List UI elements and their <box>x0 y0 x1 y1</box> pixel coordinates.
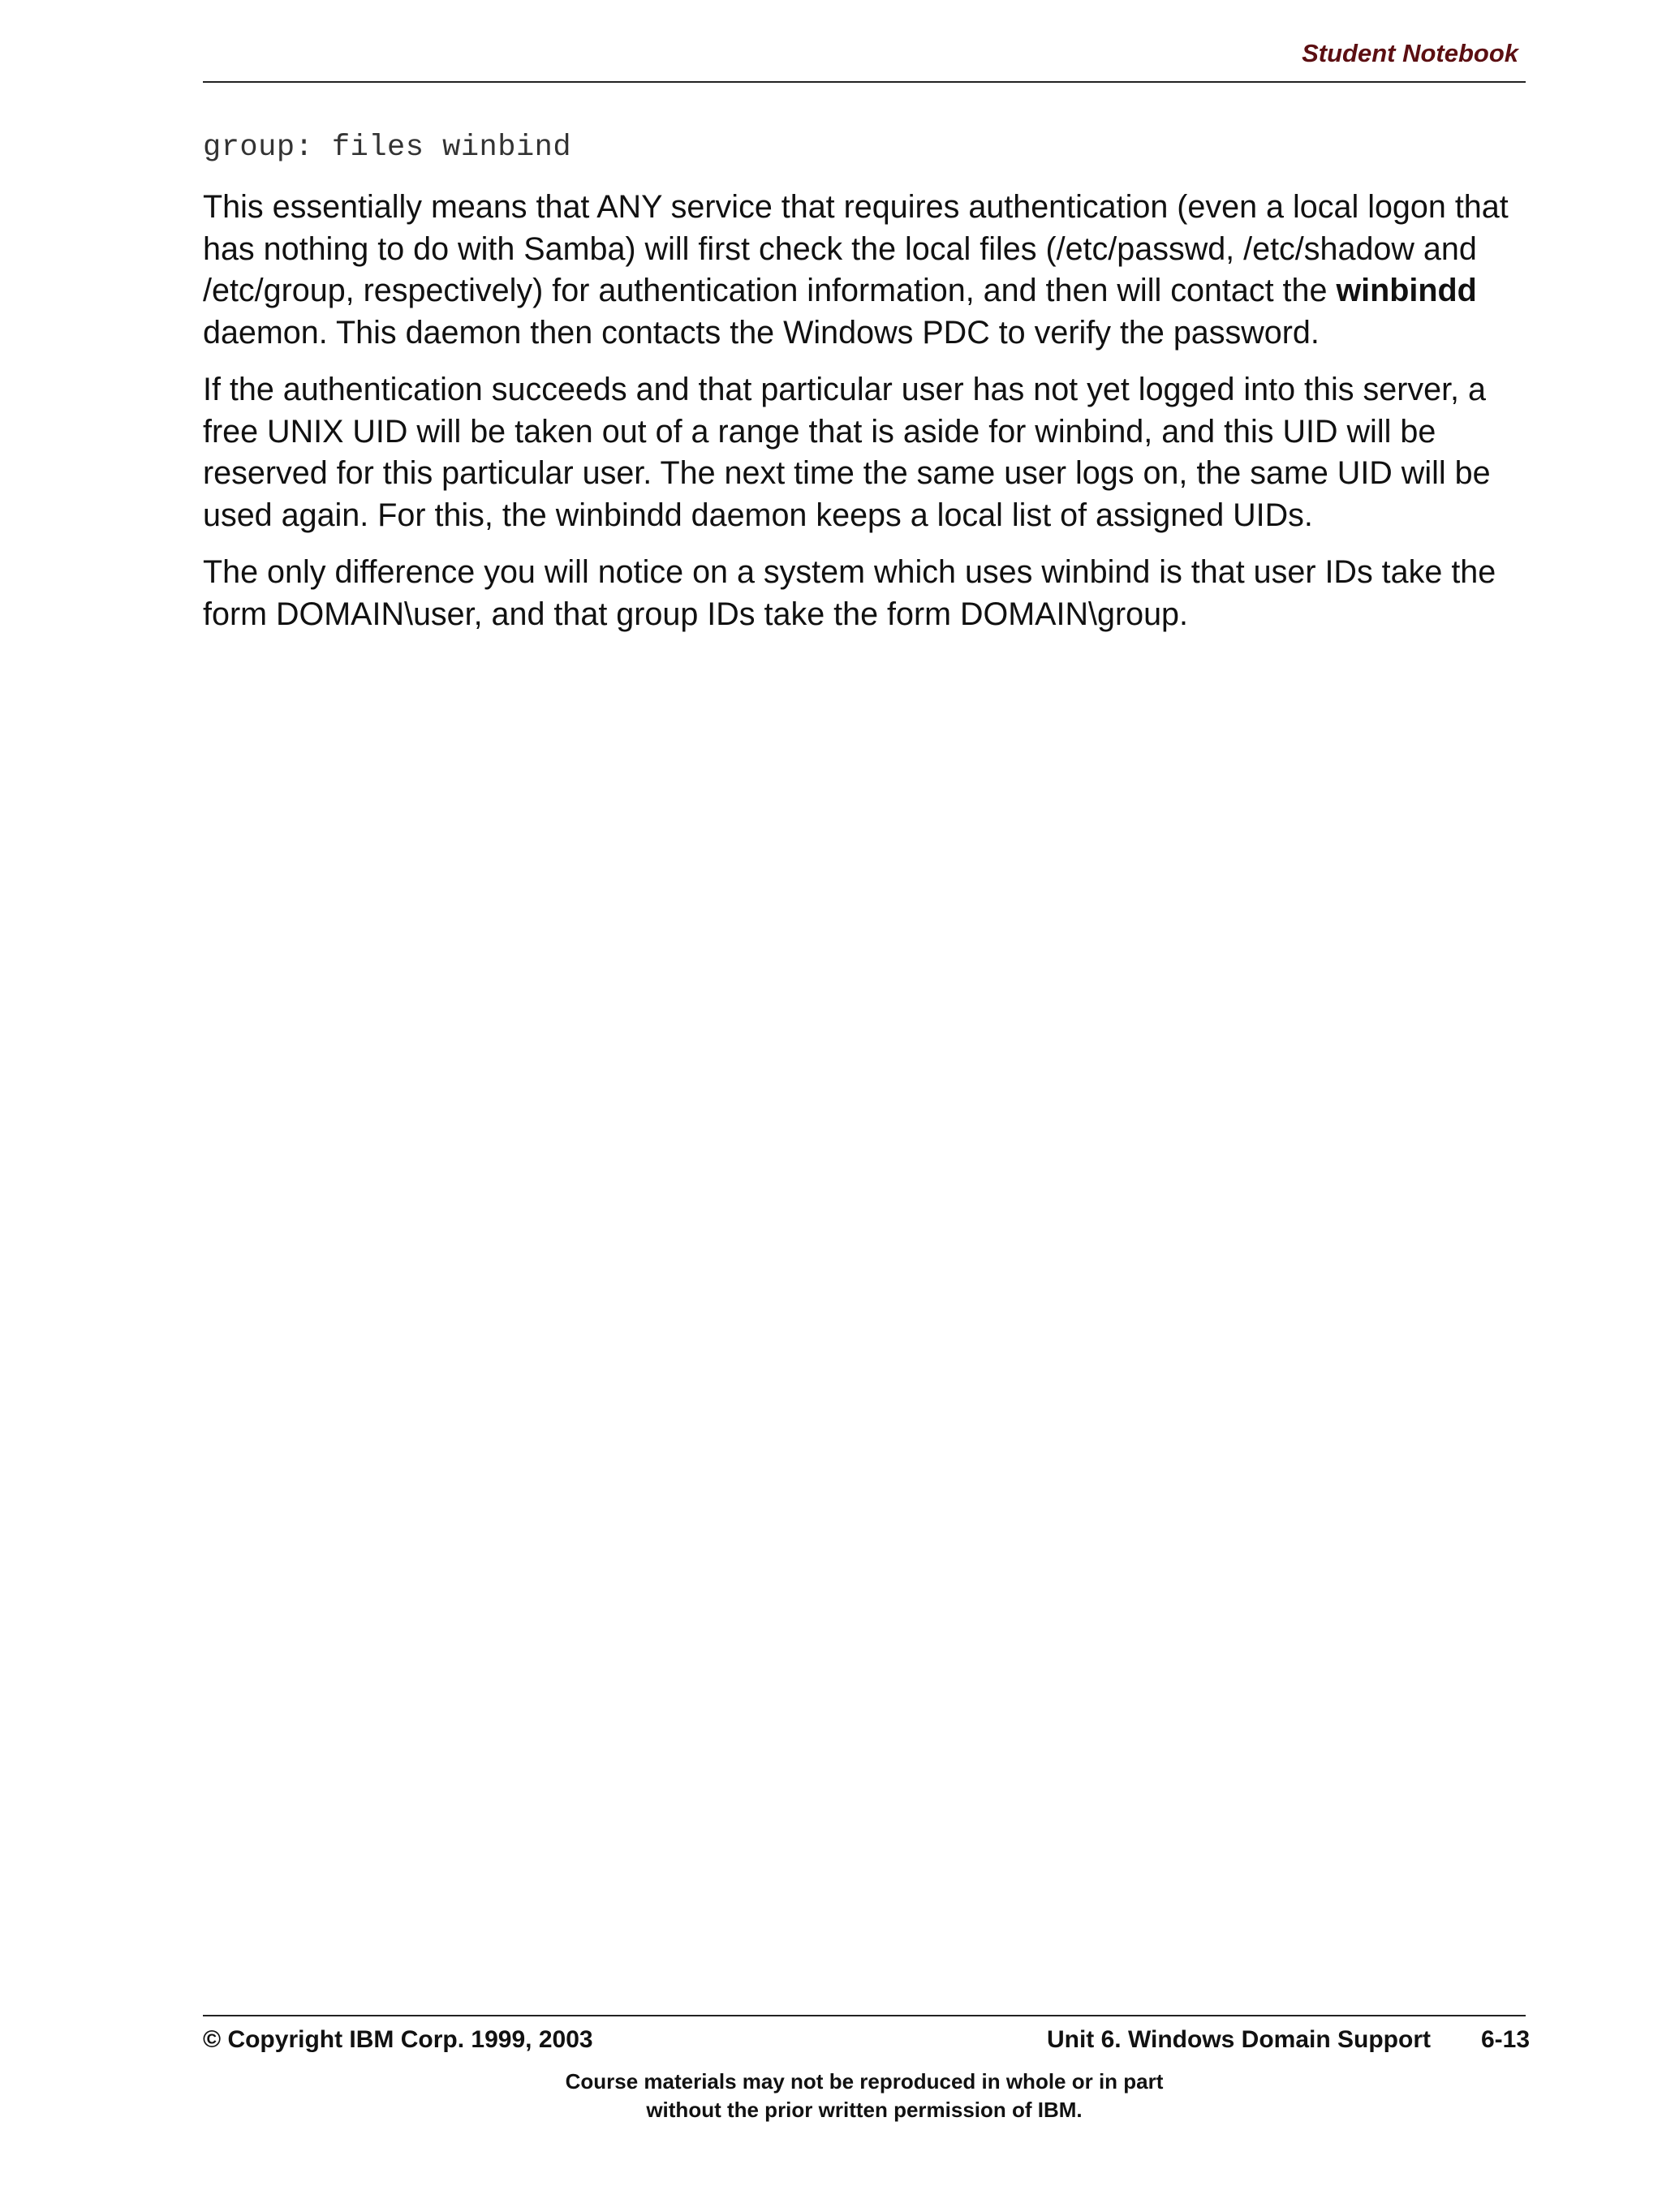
footer-divider <box>203 2015 1526 2016</box>
header-divider <box>203 81 1526 83</box>
paragraph-text: daemon. This daemon then contacts the Windows PDC to verify the password. <box>203 314 1320 351</box>
notice-line: without the prior written permission of IBM. <box>646 2098 1083 2122</box>
paragraph-uid-assignment: If the authentication succeeds and that particular user has not yet logged into this server, a free UNIX UID will be taken out of a range that is aside for winbind, and this UID will be reserved for this particular user. The next time the same user logs on, the same UID will be used again. For this, the winbindd daemon keeps a local list of assigned UIDs. <box>203 372 1491 533</box>
code-snippet: group: files winbind <box>203 131 572 165</box>
footer-reproduction-notice <box>203 2068 1526 2124</box>
footer-page-number: 6-13 <box>1480 2026 1530 2053</box>
footer-unit-title: Unit 6. Windows Domain Support <box>1046 2026 1431 2053</box>
paragraph-authentication <box>203 187 1526 354</box>
paragraph-id-format: The only difference you will notice on a system which uses winbind is that user IDs take the form DOMAIN\user, and that group IDs take the form DOMAIN\group. <box>203 554 1496 632</box>
page-content <box>203 127 1526 651</box>
bold-term-winbindd: winbindd <box>1336 273 1477 308</box>
page-header-title: Student Notebook <box>1302 39 1518 67</box>
notice-line: Course materials may not be reproduced in whole or in part <box>565 2069 1164 2094</box>
paragraph-text: This essentially means that ANY service that requires authentication (even a local logon that has nothing to do with Samba) will first check the local files (/etc/passwd, /etc/shadow and /etc/group, respectively) for authentication information, and then will contact the <box>203 189 1509 308</box>
footer-copyright: © Copyright IBM Corp. 1999, 2003 <box>203 2026 593 2053</box>
